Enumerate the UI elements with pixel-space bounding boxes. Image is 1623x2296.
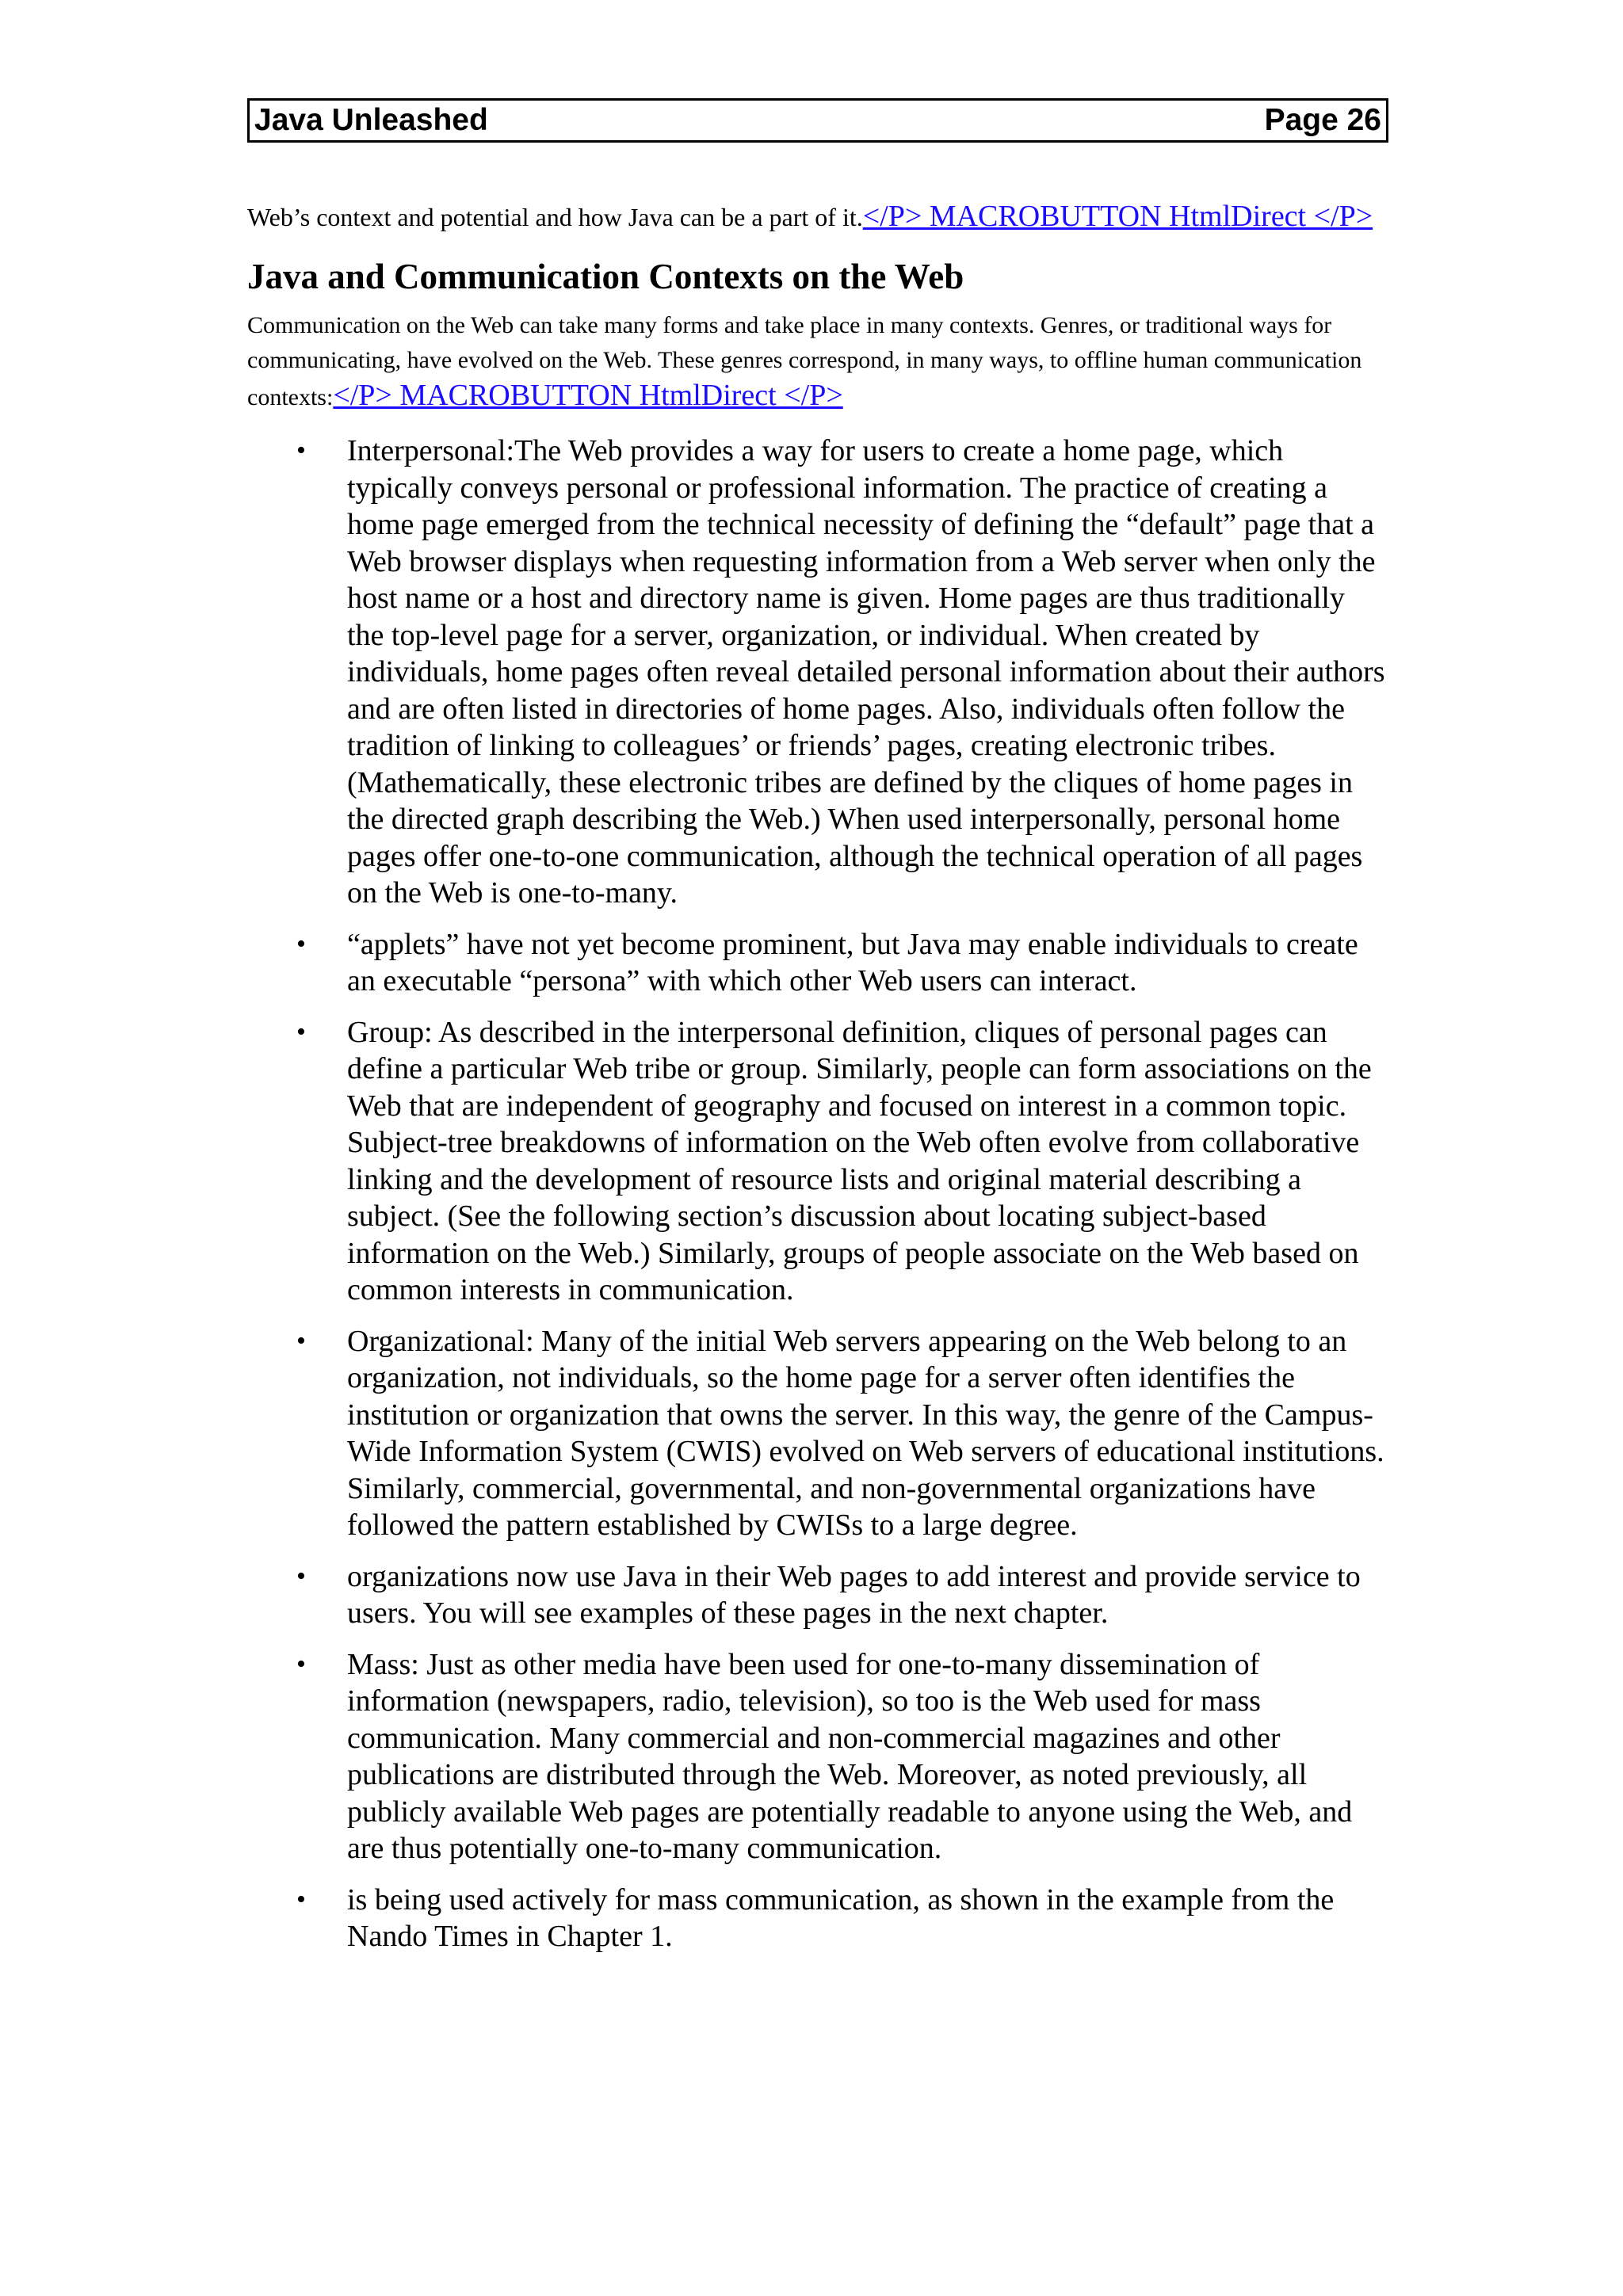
list-item bbox=[247, 1558, 1388, 1632]
book-title: Java Unleashed bbox=[254, 103, 488, 137]
page-header bbox=[247, 98, 1388, 143]
communication-contexts-list bbox=[247, 433, 1388, 1955]
list-item-text: Group: As described in the interpersonal definition, cliques of personal pages can define a particular Web tribe or group. Similarly, people can form associations on the Web that are independent of geography and focused on interest in a common topic. Subject-tree breakdowns of information on the Web often evolve from collaborative linking and the development of resource lists and original material describing a subject. (See the following section’s discussion about locating subject-based information on the Web.) Similarly, groups of people associate on the Web based on common interests in communication. bbox=[347, 1015, 1372, 1306]
list-item-text: Organizational: Many of the initial Web servers appearing on the Web belong to an organization, not individuals, so the home page for a server often identifies the institution or organization that owns the server. In this way, the genre of the Campus-Wide Information System (CWIS) evolved on Web servers of educational institutions. Similarly, commercial, governmental, and non-governmental organizations have followed the pattern established by CWISs to a large degree. bbox=[347, 1324, 1384, 1542]
section-heading: Java and Communication Contexts on the Web bbox=[247, 257, 964, 296]
intro-text: Web’s context and potential and how Java can be a part of it. bbox=[247, 203, 863, 231]
macrobutton-link[interactable]: </P> MACROBUTTON HtmlDirect </P> bbox=[333, 379, 843, 412]
list-item-text: “applets” have not yet become prominent, but Java may enable individuals to create an executable “persona” with which other Web users can interact. bbox=[347, 927, 1358, 997]
bullet-icon: • bbox=[296, 1325, 306, 1356]
bullet-icon: • bbox=[296, 1561, 306, 1591]
list-item bbox=[247, 1646, 1388, 1867]
list-item-text: Interpersonal:The Web provides a way for users to create a home page, which typically conveys personal or professional information. The practice of creating a home page emerged from the technical necessity of defining the “default” page that a Web browser displays when requesting information from a Web server when only the host name or a host and directory name is given. Home pages are thus traditionally the top-level page for a server, organization, or individual. When created by individuals, home pages often reveal detailed personal information about their authors and are often listed in directories of home pages. Also, individuals often follow the tradition of linking to colleagues’ or friends’ pages, creating electronic tribes. (Mathematically, these electronic tribes are defined by the cliques of home pages in the directed graph describing the Web.) When used interpersonally, personal home pages offer one-to-one communication, although the technical operation of all pages on the Web is one-to-many. bbox=[347, 434, 1385, 910]
list-item bbox=[247, 926, 1388, 1000]
intro-paragraph bbox=[247, 198, 1388, 235]
list-item bbox=[247, 1882, 1388, 1955]
section-paragraph-text: Communication on the Web can take many forms and take place in many contexts. Genres, or traditional ways for communicating, have evolved on the Web. These genres correspond, in many ways, to offline human communication contexts: bbox=[247, 312, 1362, 410]
bullet-icon: • bbox=[296, 436, 306, 465]
list-item bbox=[247, 1014, 1388, 1309]
document-page bbox=[247, 98, 1388, 1970]
bullet-icon: • bbox=[296, 1649, 306, 1679]
section-paragraph bbox=[247, 308, 1388, 415]
list-item-text: organizations now use Java in their Web pages to add interest and provide service to users. You will see examples of these pages in the next chapter. bbox=[347, 1559, 1361, 1630]
bullet-icon: • bbox=[296, 1016, 306, 1047]
list-item bbox=[247, 1323, 1388, 1544]
page-number: Page 26 bbox=[1264, 103, 1381, 137]
list-item-text: Mass: Just as other media have been used for one-to-many dissemination of information (newspapers, radio, television), so too is the Web used for mass communication. Many commercial and non-commercial magazines and other publications are distributed through the Web. Moreover, as noted previously, all publicly available Web pages are potentially readable to anyone using the Web, and are thus potentially one-to-many communication. bbox=[347, 1647, 1353, 1865]
macrobutton-link[interactable]: </P> MACROBUTTON HtmlDirect </P> bbox=[862, 200, 1373, 233]
list-item bbox=[247, 433, 1388, 912]
bullet-icon: • bbox=[296, 1884, 306, 1914]
bullet-icon: • bbox=[296, 929, 306, 959]
list-item-text: is being used actively for mass communication, as shown in the example from the Nando Times in Chapter 1. bbox=[347, 1882, 1335, 1953]
